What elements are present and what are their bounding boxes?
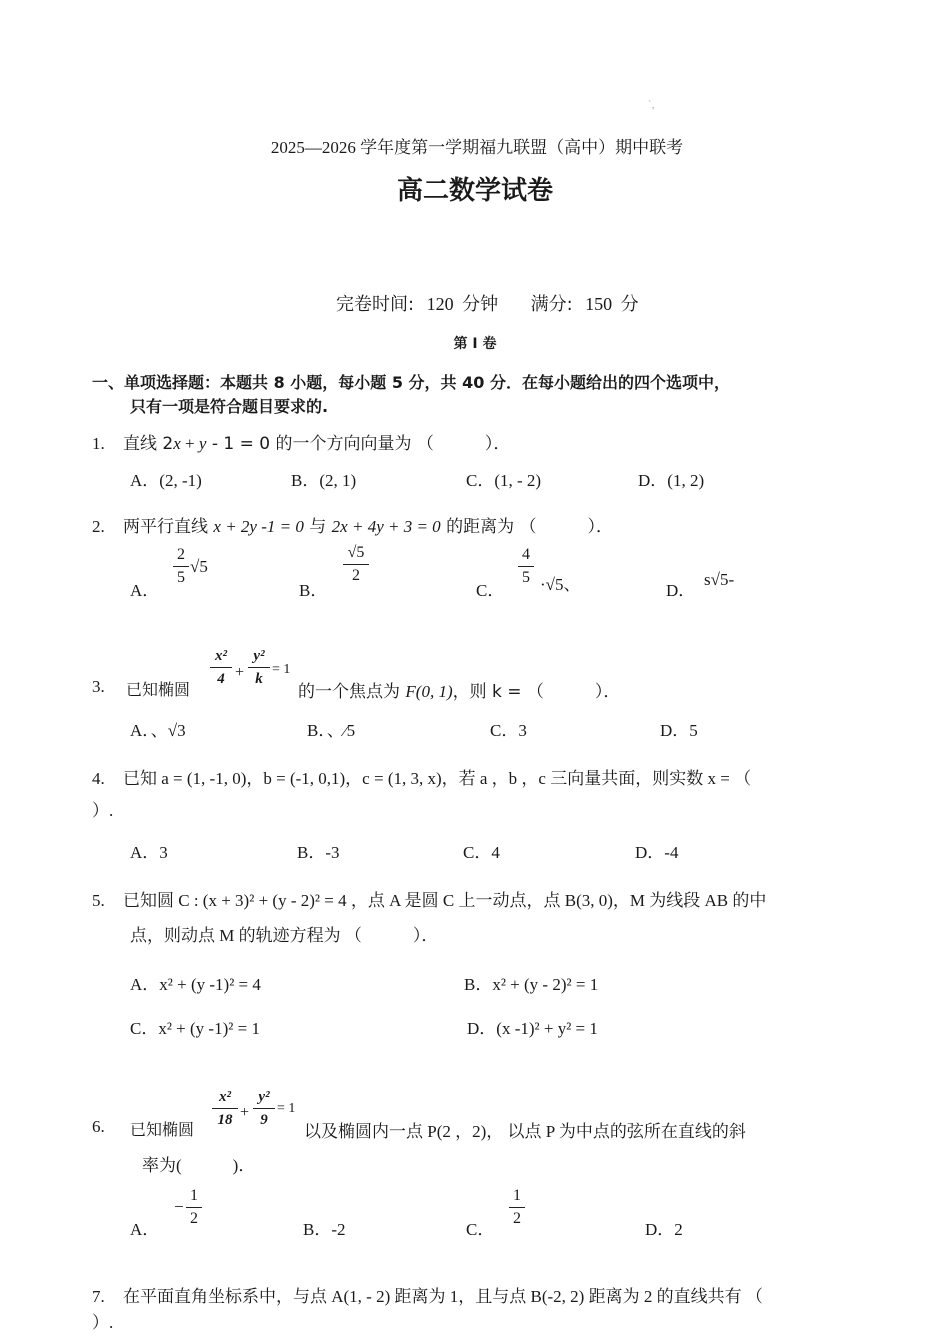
q2-option-b-label: B． bbox=[299, 581, 328, 600]
question-number: 7. bbox=[92, 1287, 105, 1306]
q6-option-a-sign: − bbox=[174, 1197, 184, 1216]
q2-option-a-radical: √5 bbox=[190, 557, 208, 576]
numerator: 4 bbox=[522, 546, 530, 563]
q3-post2: ，则 k = （ ）． bbox=[452, 682, 621, 702]
denominator: k bbox=[255, 671, 263, 687]
q2-option-a-fraction bbox=[173, 546, 189, 587]
q3-equals: = 1 bbox=[272, 662, 291, 677]
question-4 bbox=[92, 764, 751, 789]
q3-option-d: D．5 bbox=[660, 721, 698, 740]
q4-option-a: A．3 bbox=[130, 843, 168, 862]
numerator: 2 bbox=[177, 546, 185, 563]
q6-pre: 已知椭圆 bbox=[130, 1120, 195, 1139]
question-number: 5. bbox=[92, 891, 105, 910]
q1-y: y bbox=[198, 434, 207, 453]
q3-post1: 的一个焦点为 bbox=[298, 682, 406, 702]
q5-line1: 已知圆 C : (x + 3)² + (y - 2)² = 4 ，点 A 是圆 C 上一动点，点 B(3, 0)，M 为线段 AB 的中 bbox=[123, 891, 767, 910]
q1-mid: + bbox=[180, 434, 199, 453]
question-7 bbox=[92, 1282, 763, 1307]
q4-option-b: B．-3 bbox=[297, 843, 340, 862]
section-heading-line1: 一、单项选择题：本题共 8 小题，每小题 5 分，共 40 分．在每小题给出的四个选项中， bbox=[92, 373, 730, 392]
denominator: 2 bbox=[190, 1210, 198, 1227]
q3-option-a: A．、√3 bbox=[130, 721, 186, 740]
question-number: 1. bbox=[92, 434, 105, 453]
q5-option-b: B．x² + (y - 2)² = 1 bbox=[464, 975, 599, 994]
q2-option-b-fraction bbox=[343, 544, 369, 585]
q1-option-d: D．(1, 2) bbox=[638, 471, 705, 490]
q5-option-c: C．x² + (y -1)² = 1 bbox=[130, 1019, 260, 1038]
question-2 bbox=[92, 512, 613, 537]
q2-mid: 与 bbox=[303, 517, 332, 537]
time-label: 完卷时间: bbox=[336, 294, 415, 315]
q5-line2: 点，则动点 M 的轨迹方程为 （ ）． bbox=[130, 926, 439, 945]
q5-option-a: A．x² + (y -1)² = 4 bbox=[130, 975, 261, 994]
numerator: √5 bbox=[347, 544, 365, 561]
numerator: x² bbox=[215, 648, 227, 664]
q4-option-d: D．-4 bbox=[635, 843, 679, 862]
question-5 bbox=[92, 886, 766, 911]
q6-option-c-fraction bbox=[509, 1187, 525, 1228]
question-number: 2. bbox=[92, 517, 105, 536]
numerator: x² bbox=[219, 1089, 231, 1105]
exam-meta bbox=[336, 290, 639, 316]
numerator: 1 bbox=[190, 1187, 198, 1204]
stray-marks: ˋ‚ bbox=[648, 100, 655, 111]
q6-option-c-label: C． bbox=[466, 1220, 495, 1239]
denominator: 18 bbox=[217, 1112, 233, 1128]
q2-option-d-label: D． bbox=[666, 581, 696, 600]
q2-option-a-label: A． bbox=[130, 581, 160, 600]
score-label: 满分: bbox=[530, 294, 573, 315]
q1-option-c: C．(1, - 2) bbox=[466, 471, 542, 490]
q3-plus: + bbox=[235, 664, 245, 681]
q2-pre: 两平行直线 bbox=[123, 517, 214, 537]
denominator: 5 bbox=[177, 569, 185, 586]
denominator: 4 bbox=[217, 671, 225, 687]
q2-option-d-value: s√5- bbox=[704, 570, 735, 589]
q3-option-c: C．3 bbox=[490, 721, 527, 740]
denominator: 2 bbox=[352, 567, 360, 584]
q1-post: - 1 = 0 的一个方向向量为 （ ）． bbox=[206, 434, 511, 454]
q6-fraction-2 bbox=[253, 1088, 275, 1129]
q6-equals: = 1 bbox=[277, 1101, 296, 1116]
score-value: 150 bbox=[585, 294, 613, 314]
page-title: 高二数学试卷 bbox=[396, 176, 553, 206]
q3-post bbox=[298, 677, 620, 702]
q6-fraction-1 bbox=[212, 1088, 238, 1129]
q6-post: 以及椭圆内一点 P(2 ，2)， 以点 P 为中点的弦所在直线的斜 bbox=[304, 1122, 746, 1141]
denominator: 5 bbox=[522, 569, 530, 586]
q2-option-c-fraction bbox=[518, 546, 534, 587]
q2-eq2: 2x + 4y + 3 = 0 bbox=[331, 517, 441, 536]
q4-option-c: C．4 bbox=[463, 843, 500, 862]
time-unit: 分钟 bbox=[462, 294, 499, 315]
time-value: 120 bbox=[426, 294, 454, 314]
q3-focus: F(0, 1) bbox=[405, 682, 453, 701]
q3-fraction-2 bbox=[248, 647, 270, 688]
numerator: y² bbox=[253, 648, 265, 664]
q3-option-b: B．、⁄5 bbox=[307, 721, 356, 740]
q1-x: x bbox=[173, 434, 181, 453]
q6-option-b: B．-2 bbox=[303, 1220, 346, 1239]
question-number: 4. bbox=[92, 769, 105, 788]
q6-option-a-label: A． bbox=[130, 1220, 160, 1239]
q3-fraction-1 bbox=[210, 647, 232, 688]
numerator: 1 bbox=[513, 1187, 521, 1204]
numerator: y² bbox=[258, 1089, 270, 1105]
q3-number: 3. bbox=[92, 677, 105, 696]
q2-eq1: x + 2y -1 = 0 bbox=[213, 517, 304, 536]
q6-option-d: D．2 bbox=[645, 1220, 683, 1239]
volume-label: 第 Ⅰ 卷 bbox=[453, 336, 497, 352]
q1-option-a: A．(2, -1) bbox=[130, 471, 202, 490]
exam-subtitle: 2025—2026 学年度第一学期福九联盟（高中）期中联考 bbox=[270, 138, 684, 157]
q6-line2: 率为( )． bbox=[142, 1156, 256, 1175]
q1-option-b: B．(2, 1) bbox=[291, 471, 357, 490]
score-unit: 分 bbox=[620, 294, 639, 315]
q1-pre: 直线 2 bbox=[123, 434, 174, 454]
q4-continuation: ）. bbox=[92, 801, 114, 820]
q7-continuation: ）. bbox=[92, 1313, 114, 1332]
q7-text: 在平面直角坐标系中，与点 A(1, - 2) 距离为 1，且与点 B(-2, 2) 距离为 2 的直线共有 （ bbox=[123, 1287, 763, 1306]
denominator: 2 bbox=[513, 1210, 521, 1227]
q2-option-c-radical: ·√5、 bbox=[540, 575, 581, 594]
q4-text: 已知 a = (1, -1, 0)，b = (-1, 0,1)，c = (1, 3, x)，若 a ，b ，c 三向量共面，则实数 x = （ bbox=[123, 769, 752, 788]
q3-pre: 已知椭圆 bbox=[126, 680, 191, 699]
q6-option-a-fraction bbox=[186, 1187, 202, 1228]
q6-number: 6. bbox=[92, 1117, 105, 1136]
denominator: 9 bbox=[260, 1112, 268, 1128]
q2-post: 的距离为 （ ）． bbox=[440, 517, 613, 537]
q2-option-c-label: C． bbox=[476, 581, 505, 600]
question-1 bbox=[92, 429, 510, 454]
q5-option-d: D．(x -1)² + y² = 1 bbox=[467, 1019, 598, 1038]
q6-plus: + bbox=[240, 1104, 250, 1121]
section-heading-line2: 只有一项是符合题目要求的. bbox=[130, 397, 329, 416]
